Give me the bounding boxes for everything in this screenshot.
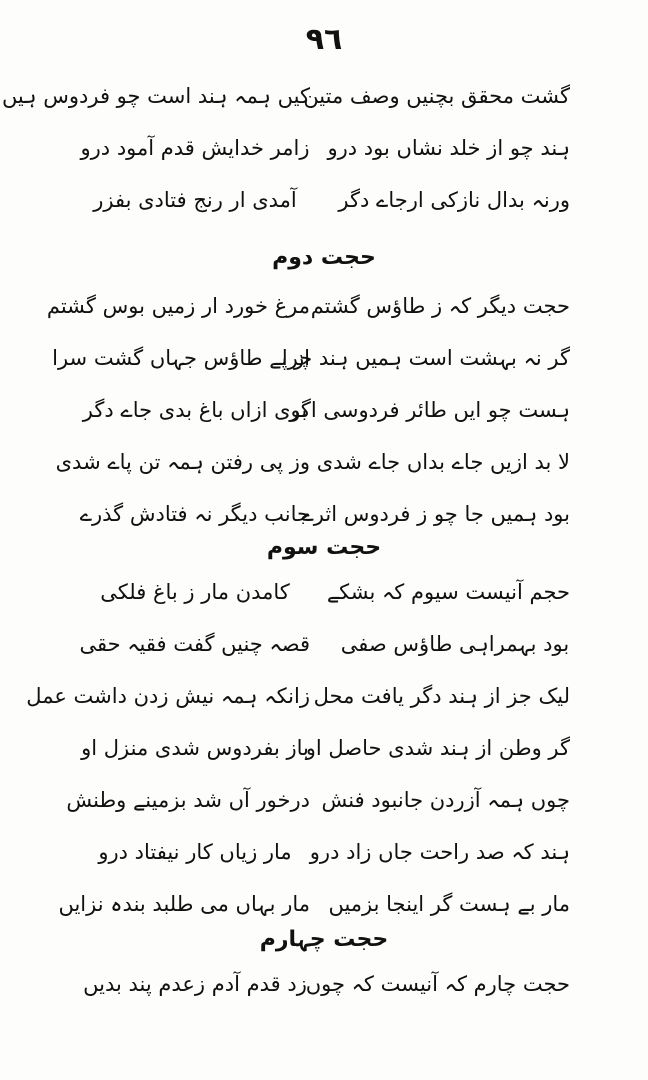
first-hemistich: حجت چارم کہ آنیست کہ چوں: [305, 972, 570, 996]
first-hemistich: حجت دیگر کہ ز طاؤس گشتم: [310, 294, 570, 318]
section-heading: حجت سوم: [266, 535, 382, 560]
couplet: [80, 834, 570, 886]
section-second-proof: [46, 288, 570, 548]
couplet: [80, 392, 570, 444]
couplet: [80, 182, 570, 234]
second-hemistich: زانکہ ہمہ نیش زدن داشت عمل: [26, 684, 310, 708]
second-hemistich: مار زیاں کار نیفتاد درو: [98, 840, 292, 864]
couplet: [80, 626, 570, 678]
first-hemistich: ورنہ بدال نازکی ارجاے دگر: [338, 188, 570, 212]
couplet: [66, 782, 570, 834]
section-third-proof: [26, 574, 570, 938]
first-hemistich: ہست چو ایں طائر فردوسی اگر: [289, 398, 570, 422]
page-number: ٩٦: [305, 22, 343, 57]
second-hemistich: وز پی رفتن ہمہ تن پاے شدی: [55, 450, 310, 474]
first-hemistich: چوں ہمہ آزردن جانبود فنش: [321, 788, 570, 812]
first-hemistich: گر نہ بہشت است ہمیں ہند چرا: [281, 346, 570, 370]
section-fourth-proof: [80, 966, 570, 1018]
first-hemistich: لیک جز از ہند دگر یافت محل: [313, 684, 570, 708]
second-hemistich: زد قدم آدم زعدم پند بدیں: [83, 972, 307, 996]
section-heading: حجت چہارم: [259, 927, 389, 952]
first-hemistich: ہند کہ صد راحت جاں زاد درو: [309, 840, 570, 864]
first-hemistich: بود ہمیں جا چو ز فردوس اثرے: [301, 502, 570, 526]
section-heading: حجت دوم: [272, 245, 376, 270]
second-hemistich: بوی ازاں باغ بدی جاے دگر: [82, 398, 308, 422]
second-hemistich: درخور آں شد بزمینے وطنش: [66, 788, 310, 812]
first-hemistich: لا بد ازیں جاے بداں جاے شدی: [316, 450, 570, 474]
first-hemistich: ہند چو از خلد نشاں بود درو: [327, 136, 570, 160]
second-hemistich: کامدن مار ز باغ فلکی: [100, 580, 290, 604]
first-hemistich: بود بہمراہی طاؤس صفی: [340, 632, 570, 656]
second-hemistich: جانب دیگر نہ فتادش گذرے: [79, 502, 310, 526]
couplet: [26, 678, 570, 730]
couplet: [46, 288, 570, 340]
second-hemistich: زامر خدایش قدم آمود درو: [80, 136, 310, 160]
couplet: [52, 340, 570, 392]
second-hemistich: مرغ خورد ار زمیں بوس گشتم: [46, 294, 310, 318]
first-hemistich: گر وطن از ہند شدی حاصل او: [305, 736, 570, 760]
second-hemistich: از پے طاؤس جہاں گشت سرا: [52, 346, 310, 370]
second-hemistich: قصہ چنیں گفت فقیہ حقی: [79, 632, 310, 656]
first-hemistich: گشت محقق بچنیں وصف متین: [303, 84, 570, 108]
second-hemistich: کیں ہمہ ہند است چو فردوس ہیں: [1, 84, 310, 108]
second-hemistich: باز بفردوس شدی منزل او: [81, 736, 309, 760]
couplet: [80, 966, 570, 1018]
first-hemistich: مار بے ہست گر اینجا بزمیں: [328, 892, 570, 916]
couplet: [80, 130, 570, 182]
first-hemistich: حجم آنیست سیوم کہ بشکے: [326, 580, 570, 604]
section-opening: [1, 78, 570, 234]
couplet: [80, 730, 570, 782]
couplet: [1, 78, 570, 130]
couplet: [55, 444, 570, 496]
second-hemistich: مار بہاں می طلبد بندہ نزایں: [58, 892, 310, 916]
second-hemistich: آمدی ار رنج فتادی بفزر: [93, 188, 297, 212]
couplet: [80, 574, 570, 626]
